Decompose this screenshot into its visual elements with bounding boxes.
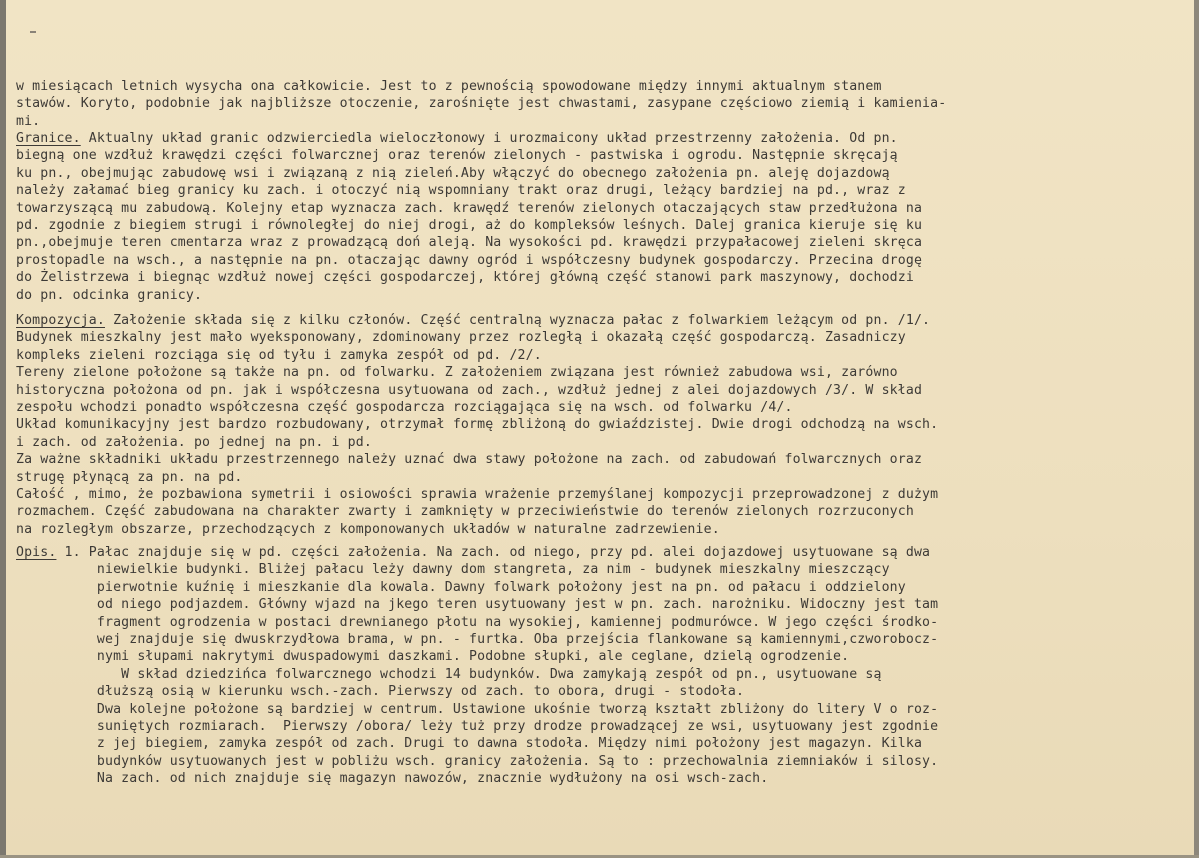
text-line: strugę płynącą za pn. na pd. xyxy=(16,469,243,485)
opis-section xyxy=(16,544,1191,787)
margin-mark xyxy=(30,31,36,33)
text-line: dłuższą osią w kierunku wsch.-zach. Pierwszy od zach. to obora, drugi - stodoła. xyxy=(16,684,745,700)
text-line: Dwa kolejne położone są bardziej w centrum. Ustawione ukośnie tworzą kształt zbliżony do litery V o roz- xyxy=(16,701,939,717)
intro-paragraph xyxy=(16,78,1191,130)
text-line: Aktualny układ granic odzwierciedla wieloczłonowy i urozmaicony układ przestrzenny założenia. Od pn. xyxy=(80,131,898,146)
text-line: mi. xyxy=(16,113,41,129)
section-heading: Opis. xyxy=(16,545,57,560)
text-line: pd. zgodnie z biegiem strugi i równoległej do niej drogi, aż do kompleksów leśnych. Dalej granica kieruje się ku xyxy=(16,217,923,233)
text-line: na rozległym obszarze, przechodzących z komponowanych układów w naturalne zadrzewienie. xyxy=(16,521,720,537)
text-line: ku pn., obejmując zabudowę wsi i związaną z nią zieleń.Aby włączyć do obecnego założenia pn. aleję dojazdową xyxy=(16,165,890,181)
text-line: w miesiącach letnich wysycha ona całkowicie. Jest to z pewnością spowodowane między innymi aktualnym stanem xyxy=(16,79,882,94)
text-line: fragment ogrodzenia w postaci drewnianego płotu na wysokiej, kamiennej podmurówce. W jego części środko- xyxy=(16,614,939,630)
text-line: należy załamać bieg granicy ku zach. i otoczyć nią wspomniany trakt oraz drugi, leżący bardziej na pd., wraz z xyxy=(16,183,906,199)
text-line: pierwotnie kuźnię i mieszkanie dla kowala. Dawny folwark położony jest na pn. od pałacu i oddzielony xyxy=(16,579,906,595)
text-line: Całość , mimo, że pozbawiona symetrii i osiowości sprawia wrażenie przemyślanej kompozycji przeprowadzonej z dużym xyxy=(16,486,939,502)
text-line: biegną one wzdłuż krawędzi części folwarcznej oraz terenów zielonych - pastwiska i ogrodu. Następnie skręcają xyxy=(16,148,898,164)
text-line: pn.,obejmuje teren cmentarza wraz z prowadzącą doń aleją. Na wysokości pd. krawędzi przypałacowej zieleni skręca xyxy=(16,235,923,251)
text-line: Założenie składa się z kilku członów. Część centralną wyznacza pałac z folwarkiem leżącym od pn. /1/. xyxy=(105,313,931,328)
text-line: historyczna położona od pn. jak i współczesna usytuowana od zach., wzdłuż jednej z alei dojazdowych /3/. W skład xyxy=(16,382,923,398)
text-line: od niego podjazdem. Główny wjazd na jkego teren usytuowany jest w pn. zach. narożniku. Widoczny jest tam xyxy=(16,597,939,613)
scan-edge-right xyxy=(1194,0,1199,858)
text-line: i zach. od założenia. po jednej na pn. i pd. xyxy=(16,434,372,450)
text-line: Budynek mieszkalny jest mało wyeksponowany, zdominowany przez rozległą i okazałą część gospodarczą. Zasadniczy xyxy=(16,330,906,346)
text-line: niewielkie budynki. Bliżej pałacu leży dawny dom stangreta, za nim - budynek mieszkalny mieszczący xyxy=(16,562,890,578)
text-line: rozmachem. Część zabudowana na charakter zwarty i zamknięty w przeciwieństwie do terenów zielonych rozrzuconych xyxy=(16,504,914,520)
text-line: 1. Pałac znajduje się w pd. części założenia. Na zach. od niego, przy pd. alei dojazdowej usytuowane są dwa xyxy=(56,545,931,560)
text-line: suniętych rozmiarach. Pierwszy /obora/ leży tuż przy drodze prowadzącej ze wsi, usytuowany jest zgodnie xyxy=(16,718,939,734)
text-line: nymi słupami nakrytymi dwuspadowymi daszkami. Podobne słupki, ale ceglane, dzielą ogrodzenie. xyxy=(16,649,850,665)
text-line: kompleks zieleni rozciąga się od tyłu i zamyka zespół od pd. /2/. xyxy=(16,347,542,363)
text-line: zespołu wchodzi ponadto współczesna część gospodarcza rozciągająca się na wsch. od folwarku /4/. xyxy=(16,399,793,415)
text-line: Na zach. od nich znajduje się magazyn nawozów, znacznie wydłużony na osi wsch-zach. xyxy=(16,771,769,787)
section-heading: Kompozycja. xyxy=(16,313,105,328)
text-line: do Żelistrzewa i biegnąc wzdłuż nowej części gospodarczej, której główną część stanowi park maszynowy, dochodzi xyxy=(16,270,914,286)
section-heading: Granice. xyxy=(16,131,81,146)
text-line: Układ komunikacyjny jest bardzo rozbudowany, otrzymał formę zbliżoną do gwiaździstej. Dwie drogi odchodzą na wsch. xyxy=(16,417,939,433)
text-line: prostopadle na wsch., a następnie na pn. otaczając dawny ogród i współczesny budynek gospodarczy. Przecina drogę xyxy=(16,252,923,268)
text-line: wej znajduje się dwuskrzydłowa brama, w pn. - furtka. Oba przejścia flankowane są kamiennymi,czworobocz- xyxy=(16,631,939,647)
text-line: z jej biegiem, zamyka zespół od zach. Drugi to dawna stodoła. Między nimi położony jest magazyn. Kilka xyxy=(16,736,923,752)
text-line: do pn. odcinka granicy. xyxy=(16,287,203,303)
text-line: Za ważne składniki układu przestrzennego należy uznać dwa stawy położone na zach. od zabudowań folwarcznych oraz xyxy=(16,452,923,468)
granice-section xyxy=(16,130,1191,304)
kompozycja-section xyxy=(16,312,1191,538)
text-line: W skład dziedzińca folwarcznego wchodzi 14 budynków. Dwa zamykają zespół od pn., usytuowane są xyxy=(16,666,882,682)
scan-edge-left xyxy=(0,0,6,858)
text-line: budynków usytuowanych jest w pobliżu wsch. granicy założenia. Są to : przechowalnia ziemniaków i silosy. xyxy=(16,753,939,769)
text-line: stawów. Koryto, podobnie jak najbliższe otoczenie, zarośnięte jest chwastami, zasypane częściowo ziemią i kamienia- xyxy=(16,96,947,112)
text-line: towarzyszącą mu zabudową. Kolejny etap wyznacza zach. krawędź terenów zielonych otaczających staw przedłużona na xyxy=(16,200,923,216)
text-line: Tereny zielone położone są także na pn. od folwarku. Z założeniem związana jest również zabudowa wsi, zarówno xyxy=(16,365,898,381)
